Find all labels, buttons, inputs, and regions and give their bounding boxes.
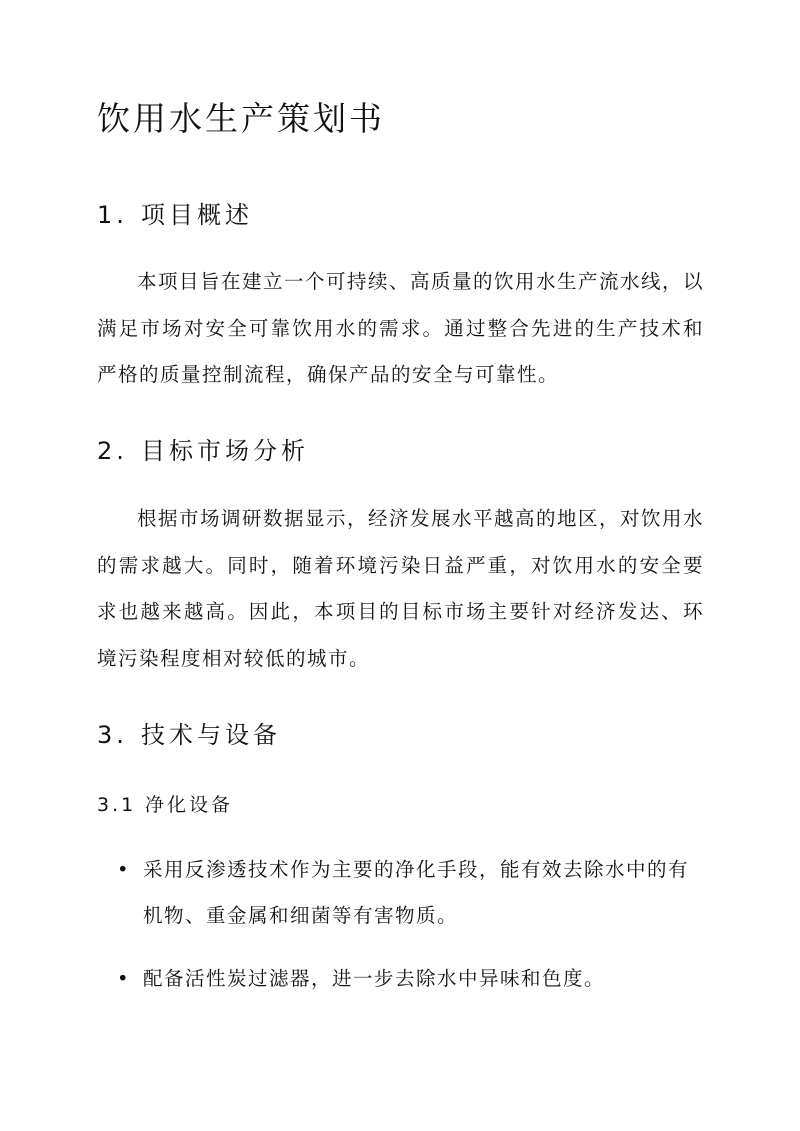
section-1-title: 项目概述 [141,201,253,229]
subsection-3-1-heading [97,790,233,817]
list-item [117,847,704,939]
list-item-text: 配备活性炭过滤器，进一步去除水中异味和色度。 [143,967,606,990]
section-2-paragraph: 根据市场调研数据显示，经济发展水平越高的地区，对饮用水的需求越大。同时，随着环境污染日益严重，对饮用水的安全要求也越来越高。因此，本项目的目标市场主要针对经济发达、环境污染程度相对较低的城市。 [97,507,705,670]
section-1-heading [97,195,253,230]
list-item-text: 采用反渗透技术作为主要的净化手段，能有效去除水中的有机物、重金属和细菌等有害物质。 [143,858,690,927]
section-1-number: 1. [97,201,128,229]
section-2-heading [97,431,309,466]
document-title: 饮用水生产策划书 [97,99,385,138]
list-item [117,956,704,1002]
section-2-number: 2. [97,437,128,465]
section-2-title: 目标市场分析 [141,437,309,465]
bullet-icon: • [117,858,131,881]
subsection-3-1-title: 净化设备 [145,794,234,816]
subsection-3-1-number: 3.1 [97,794,137,816]
section-3-number: 3. [97,721,128,749]
bullet-icon: • [117,967,131,990]
section-3-heading [97,715,281,750]
section-3-title: 技术与设备 [141,721,281,749]
section-1-paragraph: 本项目旨在建立一个可持续、高质量的饮用水生产流水线，以满足市场对安全可靠饮用水的需求。通过整合先进的生产技术和严格的质量控制流程，确保产品的安全与可靠性。 [97,270,705,386]
